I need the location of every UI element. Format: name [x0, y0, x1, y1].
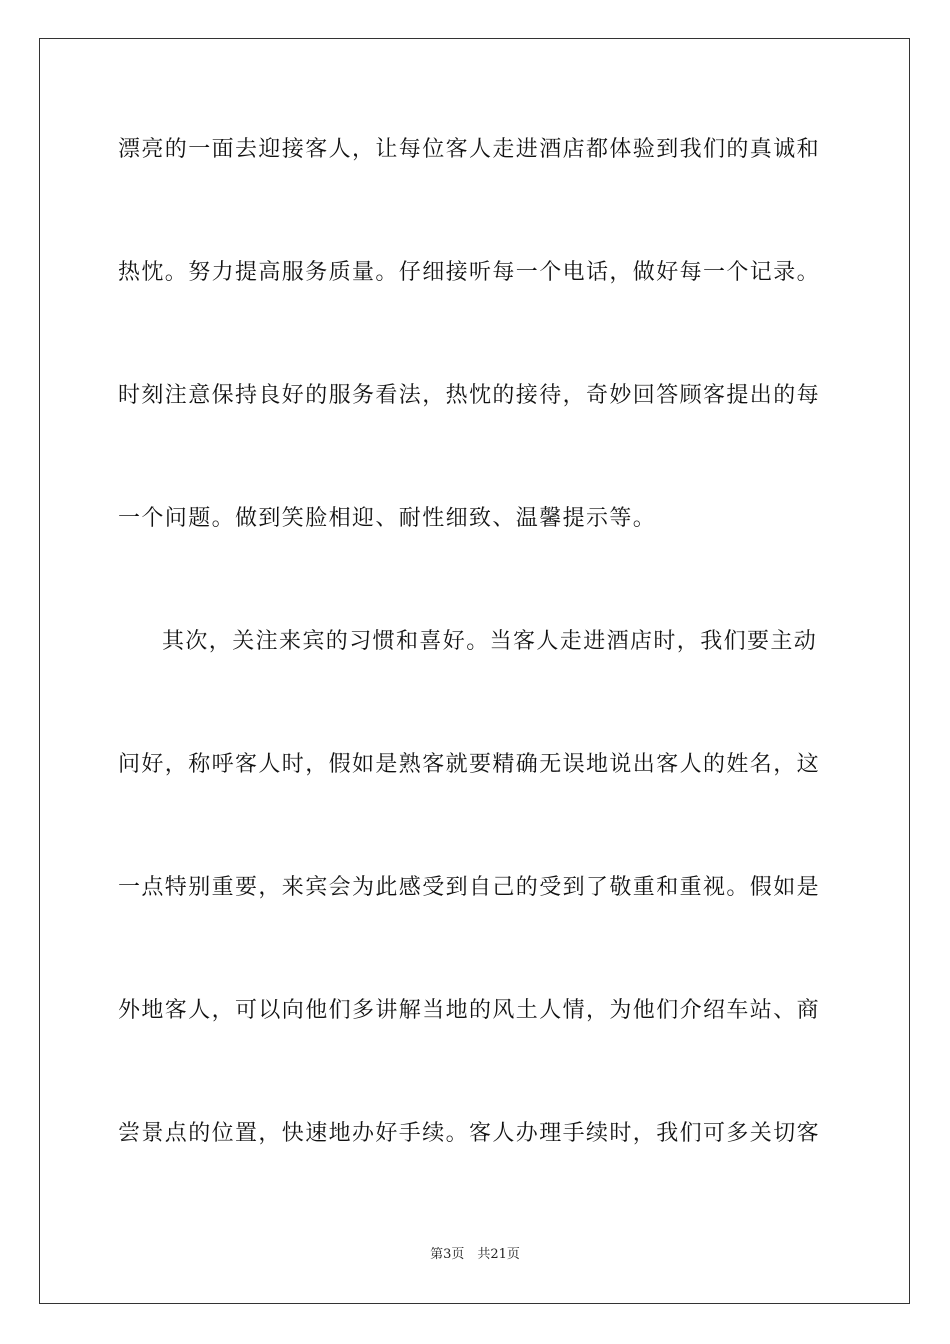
body-line-1: 漂亮的一面去迎接客人，让每位客人走进酒店都体验到我们的真诚和: [118, 137, 821, 162]
body-line-8: 外地客人，可以向他们多讲解当地的风土人情，为他们介绍车站、商: [118, 998, 821, 1023]
body-line-2: 热忱。努力提高服务质量。仔细接听每一个电话，做好每一个记录。: [118, 260, 821, 285]
body-line-6: 问好，称呼客人时，假如是熟客就要精确无误地说出客人的姓名，这: [118, 752, 821, 777]
body-line-9: 尝景点的位置，快速地办好手续。客人办理手续时，我们可多关切客: [118, 1121, 821, 1146]
body-line-4: 一个问题。做到笑脸相迎、耐性细致、温馨提示等。: [118, 506, 657, 531]
body-line-7: 一点特别重要，来宾会为此感受到自己的受到了敬重和重视。假如是: [118, 875, 821, 900]
body-line-5-paragraph-start: 其次，关注来宾的习惯和喜好。当客人走进酒店时，我们要主动: [162, 629, 818, 654]
page-number-footer: 第3页 共21页: [430, 1247, 520, 1262]
body-line-3: 时刻注意保持良好的服务看法，热忱的接待，奇妙回答顾客提出的每: [118, 383, 821, 408]
page-border: [39, 38, 910, 1304]
